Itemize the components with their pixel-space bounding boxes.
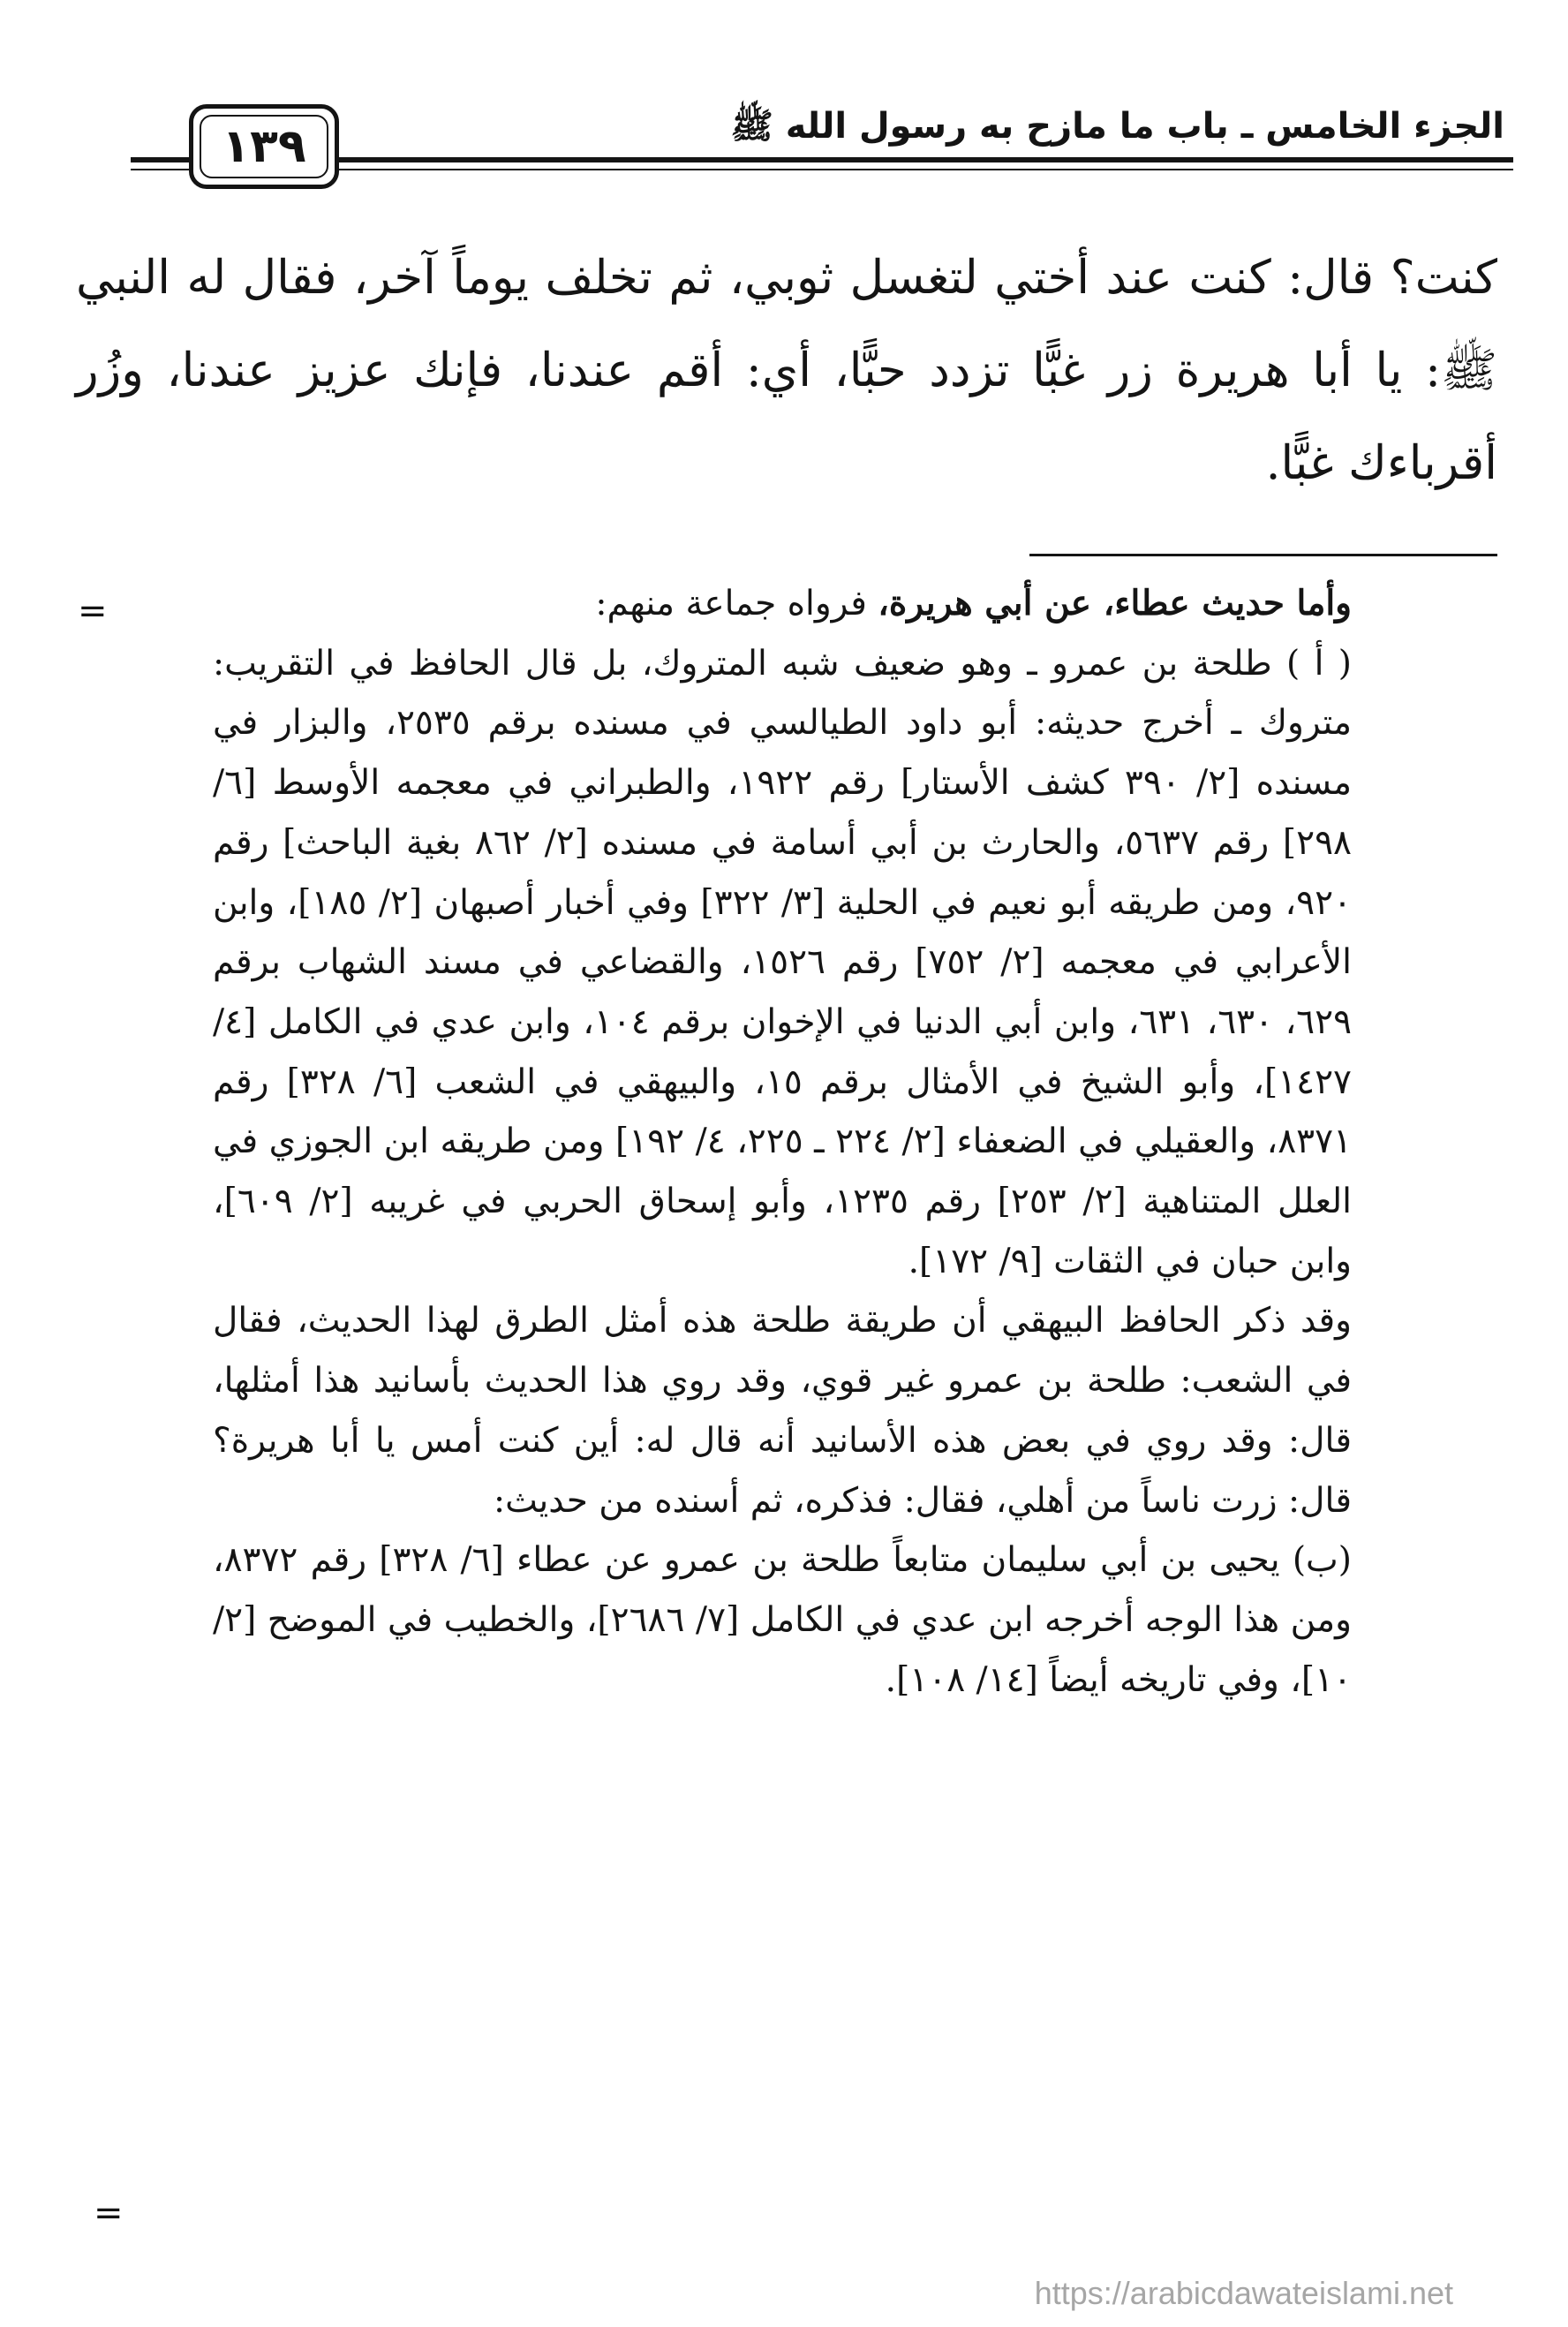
footnotes: [213, 574, 1352, 1710]
footnote-separator: [1029, 554, 1497, 556]
footnote-heading: وأما حديث عطاء، عن أبي هريرة،: [878, 583, 1352, 623]
continuation-mark-bottom: =: [94, 2193, 124, 2233]
main-text: كنت؟ قال: كنت عند أختي لتغسل ثوبي، ثم تخلف يوماً آخر، فقال له النبي ﷺ: يا أبا هريرة زر غبًّا تزدد حبًّا، أي: أقم عندنا، فإنك عزيز عندنا، وزُر أقرباءك غبًّا.: [76, 251, 1497, 490]
running-title: الجزء الخامس ـ باب ما مازح به رسول الله ﷺ: [730, 106, 1504, 147]
footnote-para-a: ( أ ) طلحة بن عمرو ـ وهو ضعيف شبه المتروك، بل قال الحافظ في التقريب: متروك ـ أخرج حديثه: أبو داود الطيالسي في مسنده برقم ٢٥٣٥، والبزار في مسنده [٢/ ٣٩٠ كشف الأستار] رقم ١٩٢٢، والطبراني في معجمه الأوسط [٦/ ٢٩٨] رقم ٥٦٣٧، والحارث بن أبي أسامة في مسنده [٢/ ٨٦٢ بغية الباحث] رقم ٩٢٠، ومن طريقه أبو نعيم في الحلية [٣/ ٣٢٢] وفي أخبار أصبهان [٢/ ١٨٥]، وابن الأعرابي في معجمه [٢/ ٧٥٢] رقم ١٥٢٦، والقضاعي في مسند الشهاب برقم ٦٢٩، ٦٣٠، ٦٣١، وابن أبي الدنيا في الإخوان برقم ١٠٤، وابن عدي في الكامل [٤/ ١٤٢٧]، وأبو الشيخ في الأمثال برقم ١٥، والبيهقي في الشعب [٦/ ٣٢٨] رقم ٨٣٧١، والعقيلي في الضعفاء [٢/ ٢٢٤ ـ ٢٢٥، ٤/ ١٩٢] ومن طريقه ابن الجوزي في العلل المتناهية [٢/ ٢٥٣] رقم ١٢٣٥، وأبو إسحاق الحربي في غريبه [٢/ ٦٠٩]، وابن حبان في الثقات [٩/ ١٧٢].: [213, 643, 1353, 1281]
page-number: ١٣٩: [222, 120, 306, 173]
footnote-heading-rest: فرواه جماعة منهم:: [595, 584, 878, 623]
footnote-para-b: (ب) يحيى بن أبي سليمان متابعاً طلحة بن عمرو عن عطاء [٦/ ٣٢٨] رقم ٨٣٧٢، ومن هذا الوجه أخرجه ابن عدي في الكامل [٧/ ٢٦٨٦]، والخطيب في الموضح [٢/ ١٠]، وفي تاريخه أيضاً [١٤/ ١٠٨].: [213, 1540, 1353, 1700]
watermark-url: https://arabicdawateislami.net: [1034, 2275, 1453, 2311]
continuation-mark-top: =: [78, 591, 108, 631]
page-number-frame: [189, 104, 339, 189]
footnote-para-bayhaqi: وقد ذكر الحافظ البيهقي أن طريقة طلحة هذه أمثل الطرق لهذا الحديث، فقال في الشعب: طلحة بن عمرو غير قوي، وقد روي هذا الحديث بأسانيد هذا أمثلها، قال: وقد روي في بعض هذه الأسانيد أنه قال له: أين كنت أمس يا أبا هريرة؟ قال: زرت ناساً من أهلي، فقال: فذكره، ثم أسنده من حديث:: [213, 1301, 1352, 1521]
footnote-heading-paragraph: [213, 574, 1352, 634]
